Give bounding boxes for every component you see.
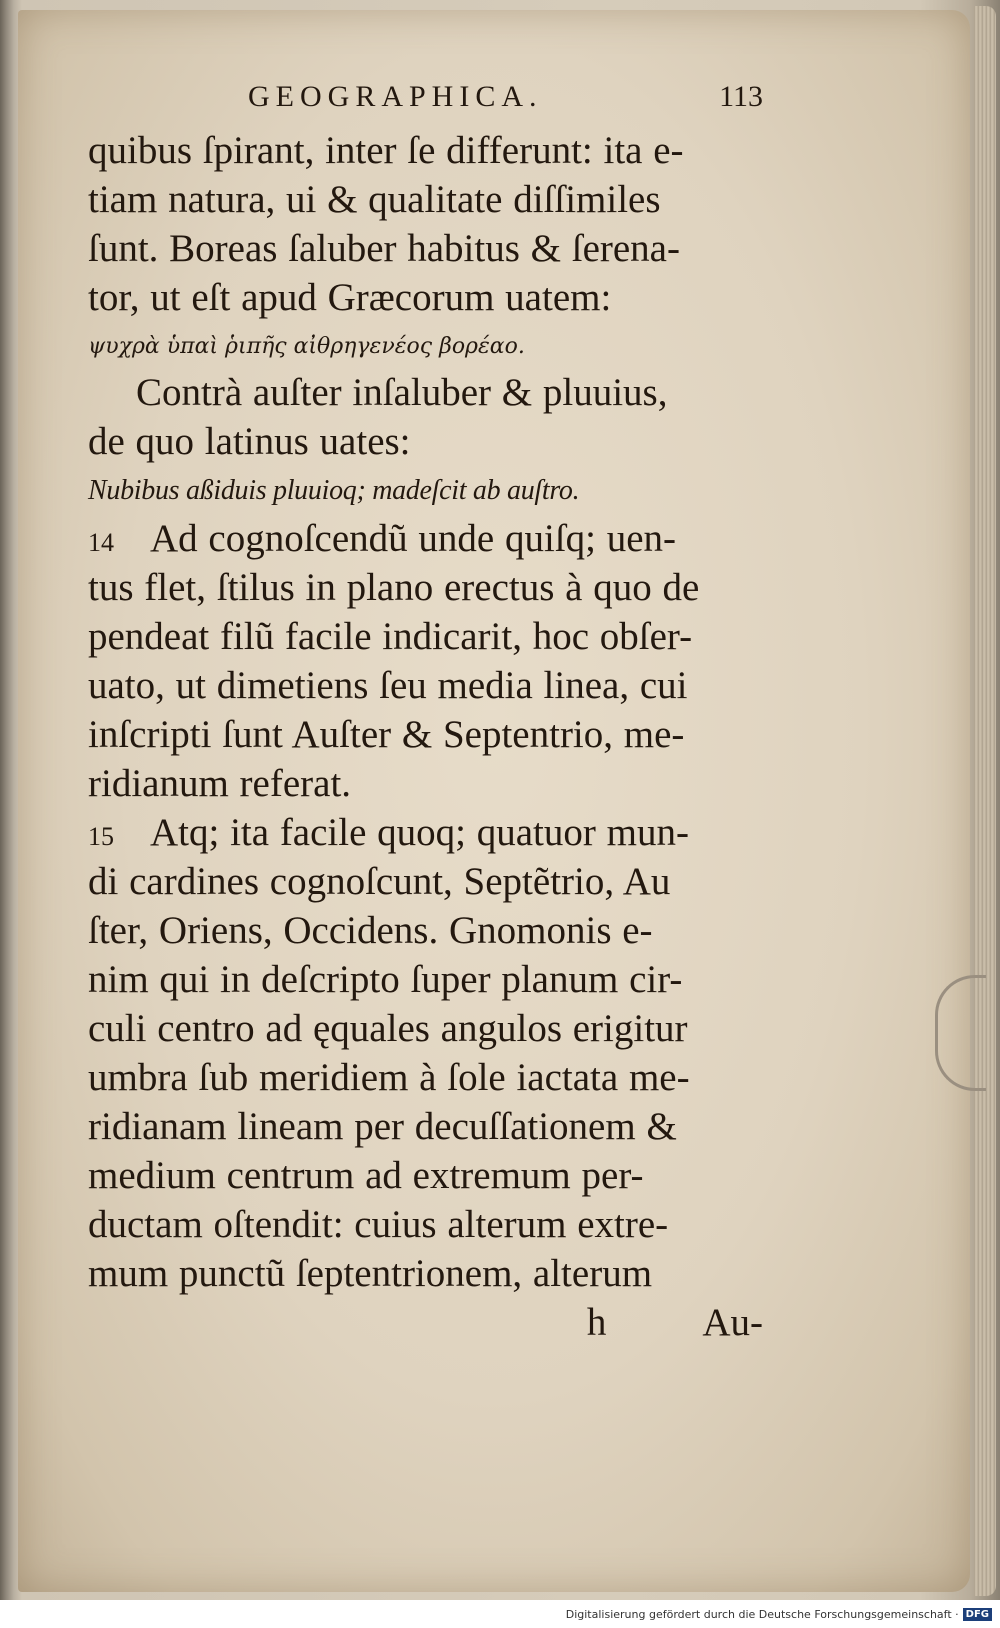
text-line: ſunt. Boreas ſaluber habitus & ſerena- [88,227,680,270]
text-line: tus flet, ſtilus in plano erectus à quo de [88,566,700,609]
catchword: Au- [702,1301,763,1344]
text-line: pendeat filũ facile indicarit, hoc obſer- [88,615,693,658]
text-line: mum punctũ ſeptentrionem, alterum [88,1252,653,1295]
page-text-block [88,80,763,1348]
text-line: ductam oſtendit: cuius alterum extre- [88,1203,669,1246]
binding-clasp [935,975,986,1091]
folio-number: 113 [719,80,763,113]
text-line: de quo latinus uates: [88,420,411,463]
running-head [88,80,763,126]
greek-quotation: ψυχρὰ ὑπαὶ ῥιπῆς αἰθρηγενέος βορέαο. [88,334,525,359]
text-line: culi centro ad ęquales angulos erigitur [88,1007,688,1050]
text-line: uato, ut dimetiens ſeu media linea, cui [88,664,688,707]
footer-credit: Digitalisierung gefördert durch die Deutsche Forschungsgemeinschaft · [565,1607,959,1621]
text-line: Contrà auſter inſaluber & pluuius, [136,371,668,414]
text-line: inſcripti ſunt Auſter & Septentrio, me- [88,713,685,756]
text-line: di cardines cognoſcunt, Septẽtrio, Au [88,860,671,903]
text-line: nim qui in deſcripto ſuper planum cir- [88,958,683,1001]
dfg-logo: DFG [963,1608,992,1621]
text-line: ridianum referat. [88,762,352,805]
text-line: quibus ſpirant, inter ſe differunt: ita e- [88,129,684,172]
text-line: ridianam lineam per decuſſationem & [88,1105,677,1148]
text-line: Atq; ita facile quoq; quatuor mun- [150,811,689,854]
paragraph-number: 15 [88,822,114,851]
running-title: GEOGRAPHICA. [248,80,543,113]
signature-mark: h [586,1301,607,1344]
latin-verse-quotation: Nubibus aßiduis pluuioq; madeſcit ab auſtro. [88,475,580,506]
paragraph-15-first-line [88,808,763,857]
text-line: tiam natura, ui & qualitate diſſimiles [88,178,661,221]
page-fore-edge [974,6,996,1596]
text-line: tor, ut eſt apud Græcorum uatem: [88,276,612,319]
catchline [88,1298,763,1348]
text-line: Ad cognoſcendũ unde quiſq; uen- [150,517,677,560]
paragraph-number: 14 [88,528,114,557]
text-line: umbra ſub meridiem à ſole iactata me- [88,1056,690,1099]
paragraph-14-first-line [88,514,763,563]
text-line: ſter, Oriens, Occidens. Gnomonis e- [88,909,653,952]
digitization-footer [0,1600,1000,1628]
text-line: medium centrum ad extremum per- [88,1154,644,1197]
